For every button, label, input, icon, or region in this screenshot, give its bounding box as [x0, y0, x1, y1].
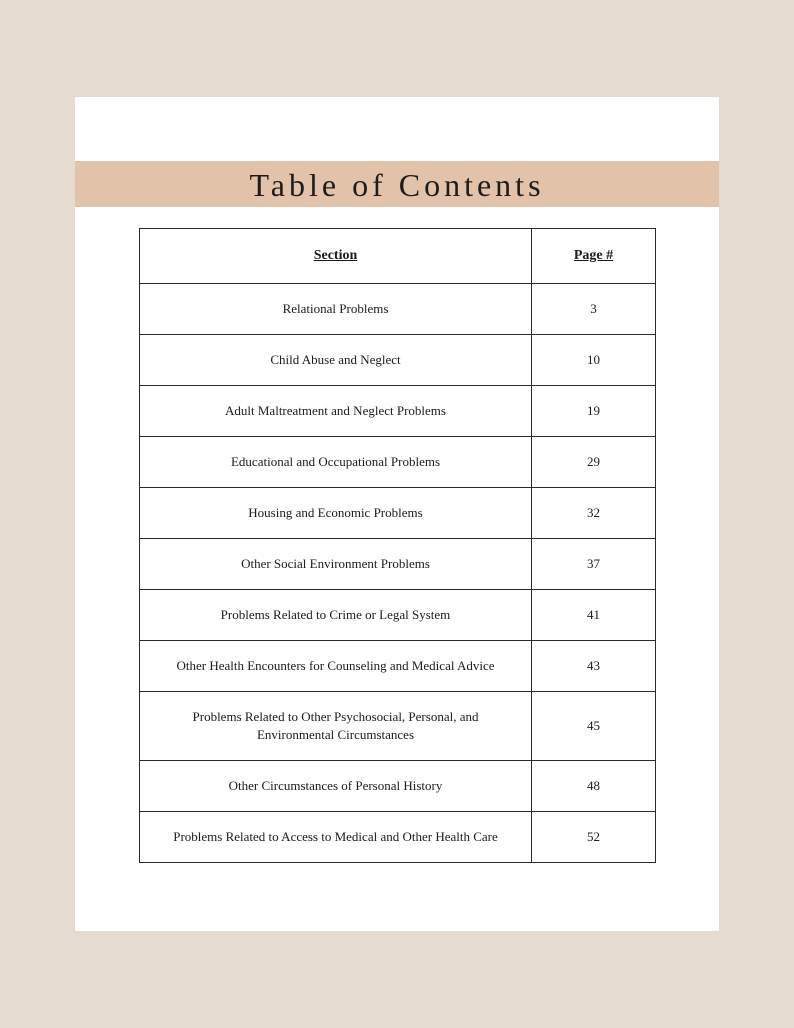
toc-section-cell: Problems Related to Access to Medical and Other Health Care	[140, 812, 532, 863]
toc-section-cell: Problems Related to Crime or Legal System	[140, 590, 532, 641]
toc-row	[140, 641, 656, 692]
toc-page-cell: 29	[532, 437, 656, 488]
toc-page-cell: 32	[532, 488, 656, 539]
toc-page-cell: 10	[532, 335, 656, 386]
toc-row	[140, 761, 656, 812]
section-column-header: Section	[140, 229, 532, 284]
toc-page-cell: 37	[532, 539, 656, 590]
document-page	[75, 97, 719, 931]
page-column-header: Page #	[532, 229, 656, 284]
toc-row	[140, 386, 656, 437]
toc-row	[140, 692, 656, 761]
toc-row	[140, 539, 656, 590]
toc-table	[139, 228, 656, 863]
toc-row	[140, 590, 656, 641]
toc-row	[140, 812, 656, 863]
toc-row	[140, 488, 656, 539]
toc-section-cell: Child Abuse and Neglect	[140, 335, 532, 386]
toc-page-cell: 43	[532, 641, 656, 692]
toc-section-cell: Relational Problems	[140, 284, 532, 335]
toc-section-cell: Housing and Economic Problems	[140, 488, 532, 539]
toc-page-cell: 19	[532, 386, 656, 437]
toc-section-cell: Other Health Encounters for Counseling and Medical Advice	[140, 641, 532, 692]
toc-header-row	[140, 229, 656, 284]
toc-section-cell: Problems Related to Other Psychosocial, Personal, and Environmental Circumstances	[140, 692, 532, 761]
toc-row	[140, 284, 656, 335]
toc-page-cell: 3	[532, 284, 656, 335]
toc-page-cell: 48	[532, 761, 656, 812]
toc-row	[140, 437, 656, 488]
page-title: Table of Contents	[249, 167, 545, 203]
toc-section-cell: Other Circumstances of Personal History	[140, 761, 532, 812]
toc-section-cell: Adult Maltreatment and Neglect Problems	[140, 386, 532, 437]
toc-page-cell: 41	[532, 590, 656, 641]
toc-section-cell: Educational and Occupational Problems	[140, 437, 532, 488]
title-band	[75, 161, 719, 207]
toc-section-cell: Other Social Environment Problems	[140, 539, 532, 590]
toc-row	[140, 335, 656, 386]
toc-page-cell: 52	[532, 812, 656, 863]
toc-page-cell: 45	[532, 692, 656, 761]
